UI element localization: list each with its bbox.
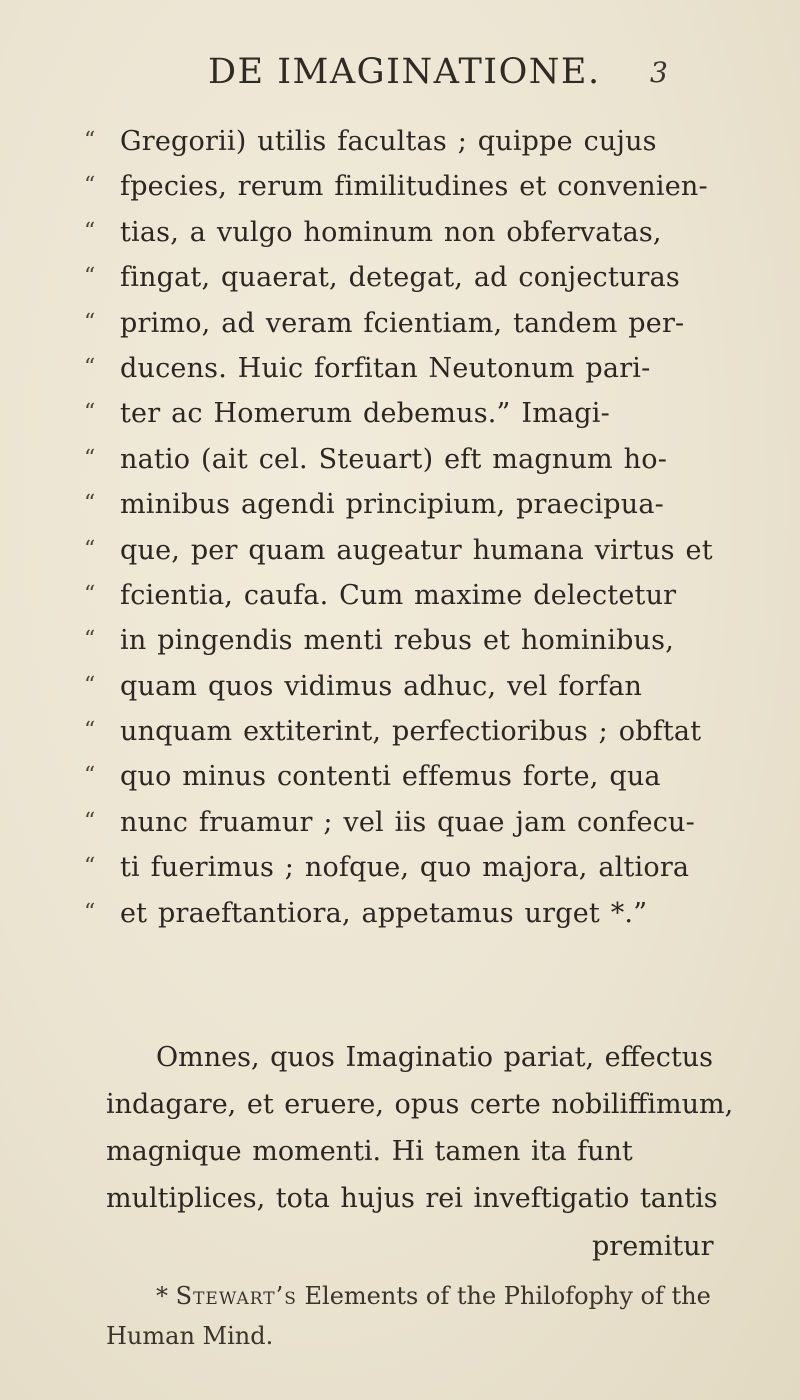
quote-line-text: et praeftantiora, appetamus urget *.” [120,897,648,929]
page-number: 3 [650,56,668,89]
quote-line-text: unquam extiterint, perfectioribus ; obftat [120,716,702,748]
quote-mark: “ [84,128,96,153]
quote-mark: “ [84,491,96,517]
quote-line [84,761,784,806]
quote-line-text: fpecies, rerum fimilitudines et convenien- [120,171,708,203]
catchword: premitur [592,1231,714,1262]
quote-line-text: primo, ad veram fcientiam, tandem per- [120,307,685,339]
quoted-passage [84,126,784,943]
quote-line [84,126,784,171]
quote-mark: “ [84,309,96,335]
quote-line-text: in pingendis menti rebus et hominibus, [120,625,674,657]
quote-line [84,171,784,216]
quote-line-text: minibus agendi principium, praecipua- [120,489,664,521]
quote-line-text: ter ac Homerum debemus.” Imagi- [120,398,610,430]
footnote-title: Elements of the Philofophy of the [304,1282,711,1310]
quote-mark: “ [84,718,96,744]
quote-line-text: fingat, quaerat, detegat, ad conjecturas [120,262,680,294]
quote-line [84,580,784,625]
quote-mark: “ [84,627,96,653]
quote-line-text: ducens. Huic forfitan Neutonum pari- [120,352,651,384]
quote-line-text: quam quos vidimus adhuc, vel forfan [120,670,643,702]
body-line: Omnes, quos Imaginatio pariat, effectus [156,1042,713,1073]
quote-line-text: fcientia, caufa. Cum maxime delectetur [120,579,677,611]
quote-line-text: ti fuerimus ; nofque, quo majora, altiora [120,852,690,884]
footnote-line [106,1276,776,1316]
quote-mark: “ [84,854,96,880]
quote-line-text: que, per quam augeatur humana virtus et [120,534,713,566]
quote-mark: “ [84,581,96,607]
quote-line [84,716,784,761]
quote-line [84,308,784,353]
quote-mark: “ [84,899,96,925]
quote-line [84,671,784,716]
quote-line [84,262,784,307]
quote-mark: “ [84,173,96,199]
quote-mark: “ [84,218,96,244]
quote-mark: “ [84,354,96,380]
quote-line [84,807,784,852]
quote-mark: “ [84,445,96,471]
footnote-marker: * [156,1282,168,1310]
quote-line [84,535,784,580]
quote-line [84,353,784,398]
footnote [106,1276,776,1356]
footnote-author: Stewart’s [175,1282,297,1310]
body-line: multiplices, tota hujus rei inveftigatio tantis [106,1183,718,1214]
quote-line [84,398,784,443]
footnote-line-continued: Human Mind. [106,1322,274,1350]
body-line: indagare, et eruere, opus certe nobiliffimum, [106,1089,734,1120]
quote-mark: “ [84,672,96,698]
quote-line [84,852,784,897]
quote-mark: “ [84,400,96,426]
quote-line-text: natio (ait cel. Steuart) eft magnum ho- [120,443,668,475]
body-line: magnique momenti. Hi tamen ita funt [106,1136,633,1167]
quote-mark: “ [84,264,96,290]
quote-line [84,444,784,489]
running-title: DE IMAGINATIONE. [208,52,601,92]
quote-line-text: quo minus contenti effemus forte, qua [120,761,661,793]
quote-line-text: nunc fruamur ; vel iis quae jam confecu- [120,806,695,838]
quote-line [84,217,784,262]
quote-line-text: tias, a vulgo hominum non obfervatas, [120,216,662,248]
quote-mark: “ [84,763,96,789]
quote-line [84,898,784,943]
page-header [0,52,800,102]
body-paragraph [106,1042,786,1230]
quote-line [84,625,784,670]
quote-mark: “ [84,808,96,834]
quote-line-text: Gregorii) utilis facultas ; quippe cujus [120,126,657,157]
quote-line [84,489,784,534]
quote-mark: “ [84,536,96,562]
